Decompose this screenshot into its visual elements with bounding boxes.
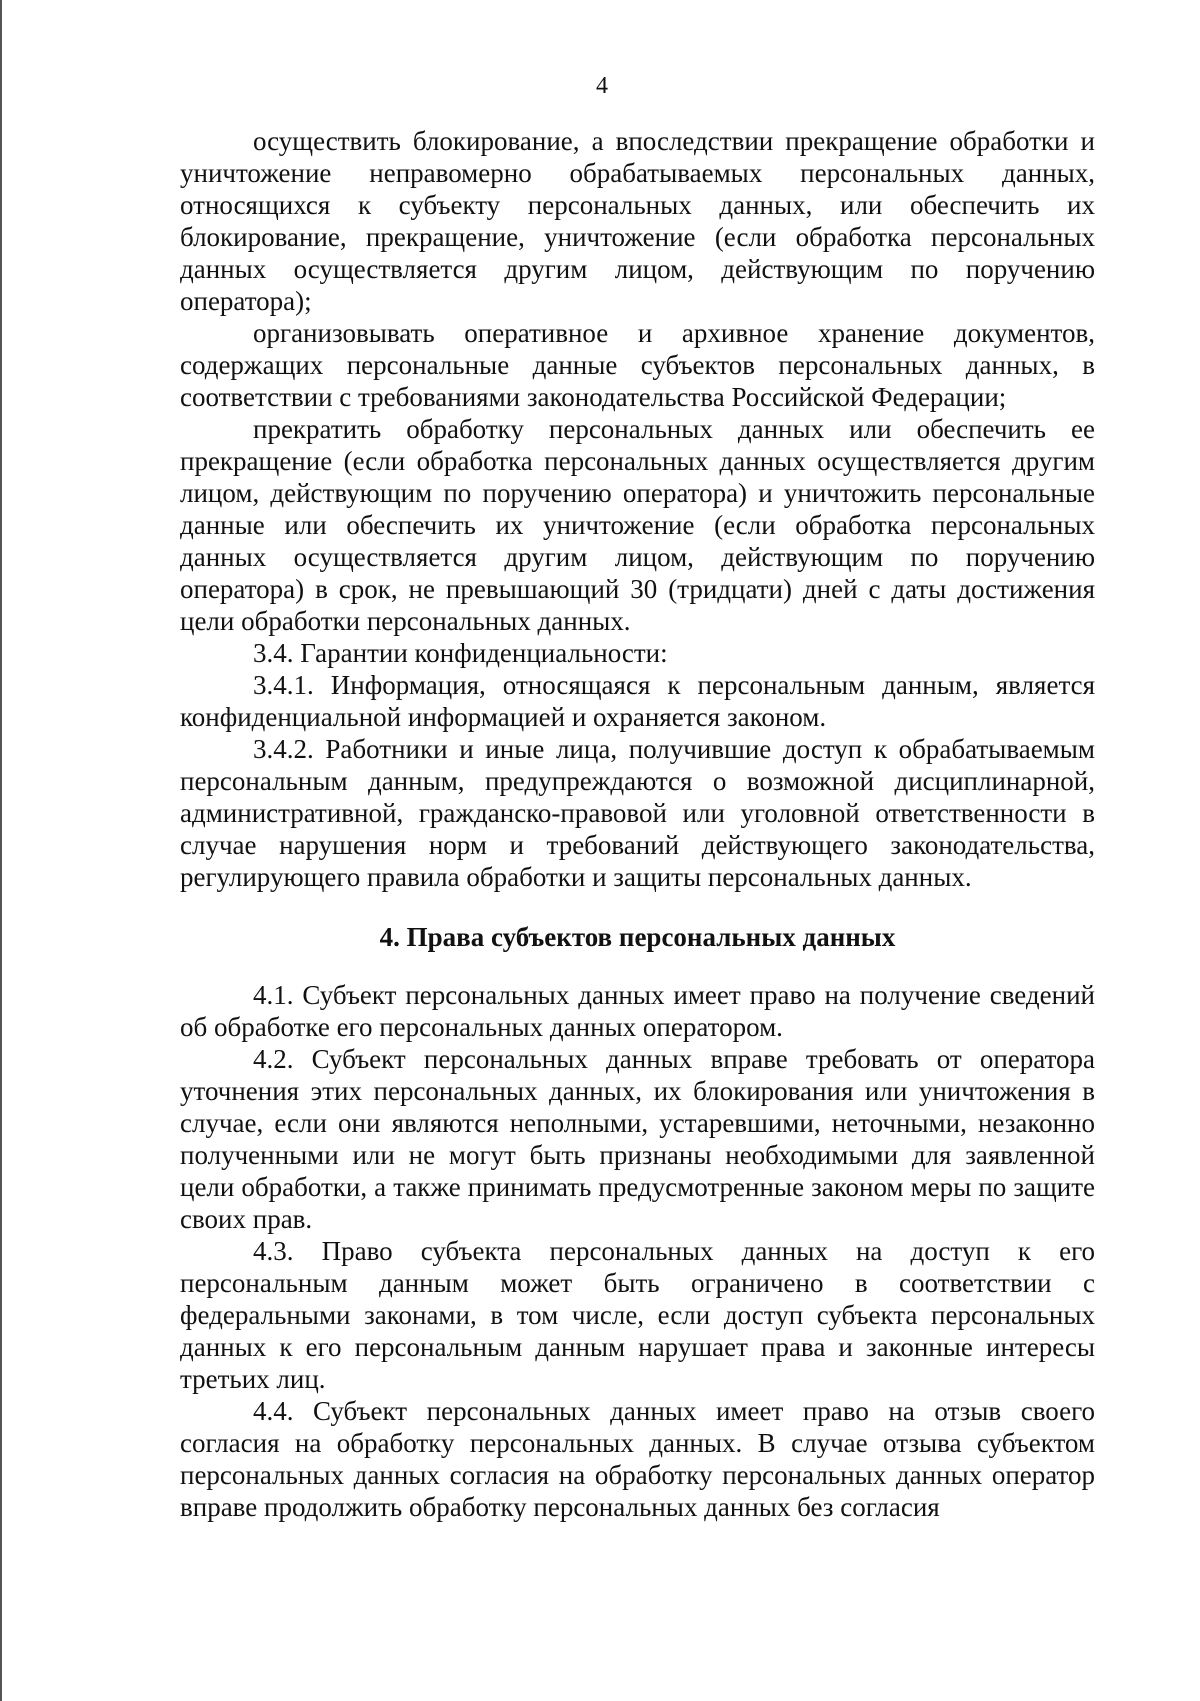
- section-heading: 4. Права субъектов персональных данных: [379, 922, 896, 952]
- document-body: [180, 125, 1095, 1523]
- paragraph-3-4: 3.4. Гарантии конфиденциальности:: [253, 638, 668, 668]
- paragraph-3-4-1: 3.4.1. Информация, относящаяся к персональным данным, является конфиденциальной информацией и охраняется законом.: [180, 670, 1095, 732]
- paragraph-blocking: осуществить блокирование, а впоследствии прекращение обработки и уничтожение неправомерно обрабатываемых персональных данных, относящихся к субъекту персональных данных, или обеспечить их блокирование, прекращение, уничтожение (если обработка персональных данных осуществляется другим лицом, действующим по поручению оператора);: [180, 126, 1095, 316]
- paragraph-4-2: 4.2. Субъект персональных данных вправе требовать от оператора уточнения этих персональных данных, их блокирования или уничтожения в случае, если они являются неполными, устаревшими, неточными, незаконно полученными или не могут быть признаны необходимыми для заявленной цели обработки, а также принимать предусмотренные законом меры по защите своих прав.: [180, 1044, 1095, 1234]
- paragraph-4-1: 4.1. Субъект персональных данных имеет право на получение сведений об обработке его персональных данных оператором.: [180, 980, 1095, 1042]
- paragraph-3-4-2: 3.4.2. Работники и иные лица, получившие доступ к обрабатываемым персональным данным, предупреждаются о возможной дисциплинарной, административной, гражданско-правовой или уголовной ответственности в случае нарушения норм и требований действующего законодательства, регулирующего правила обработки и защиты персональных данных.: [180, 734, 1095, 892]
- paragraph-4-3: 4.3. Право субъекта персональных данных на доступ к его персональным данным может быть ограничено в соответствии с федеральными законами, в том числе, если доступ субъекта персональных данных к его персональным данным нарушает права и законные интересы третьих лиц.: [180, 1236, 1095, 1394]
- page-number: 4: [596, 73, 608, 99]
- paragraph-storage: организовывать оперативное и архивное хранение документов, содержащих персональные данные субъектов персональных данных, в соответствии с требованиями законодательства Российской Федерации;: [180, 318, 1095, 412]
- paragraph-termination: прекратить обработку персональных данных или обеспечить ее прекращение (если обработка персональных данных осуществляется другим лицом, действующим по поручению оператора) и уничтожить персональные данные или обеспечить их уничтожение (если обработка персональных данных осуществляется другим лицом, действующим по поручению оператора) в срок, не превышающий 30 (тридцати) дней с даты достижения цели обработки персональных данных.: [180, 414, 1095, 636]
- paragraph-4-4: 4.4. Субъект персональных данных имеет право на отзыв своего согласия на обработку персональных данных. В случае отзыва субъектом персональных данных согласия на обработку персональных данных оператор вправе продолжить обработку персональных данных без согласия: [180, 1396, 1095, 1522]
